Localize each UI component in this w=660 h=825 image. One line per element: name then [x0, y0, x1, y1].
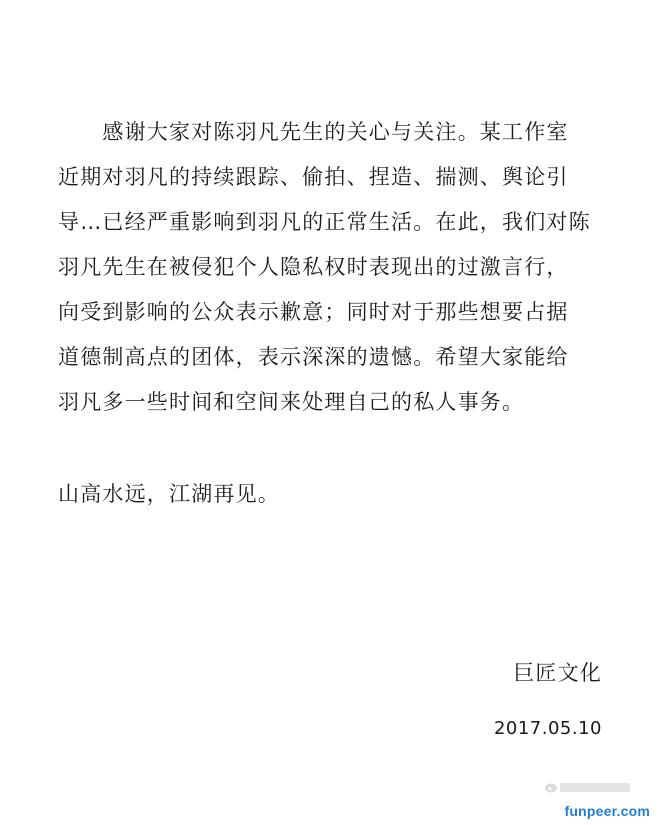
weibo-watermark-icon — [544, 780, 632, 794]
body-line-4: 羽凡先生在被侵犯个人隐私权时表现出的过激言行， — [58, 255, 569, 279]
site-watermark: funpeer.com — [564, 803, 650, 819]
body-line-5: 向受到影响的公众表示歉意；同时对于那些想要占据 — [58, 300, 569, 324]
body-line-7: 羽凡多一些时间和空间来处理自己的私人事务。 — [58, 390, 525, 414]
body-line-1: 感谢大家对陈羽凡先生的关心与关注。某工作室 — [58, 120, 569, 144]
signature-company: 巨匠文化 — [513, 661, 602, 685]
body-line-2: 近期对羽凡的持续跟踪、偷拍、捏造、揣测、舆论引 — [58, 165, 569, 189]
statement-date: 2017.05.10 — [493, 718, 602, 739]
body-line-6: 道德制高点的团体，表示深深的遗憾。希望大家能给 — [58, 345, 569, 369]
body-line-3: 导…已经严重影响到羽凡的正常生活。在此，我们对陈 — [58, 210, 591, 234]
closing-line: 山高水远，江湖再见。 — [58, 482, 280, 506]
statement-body — [58, 110, 618, 425]
